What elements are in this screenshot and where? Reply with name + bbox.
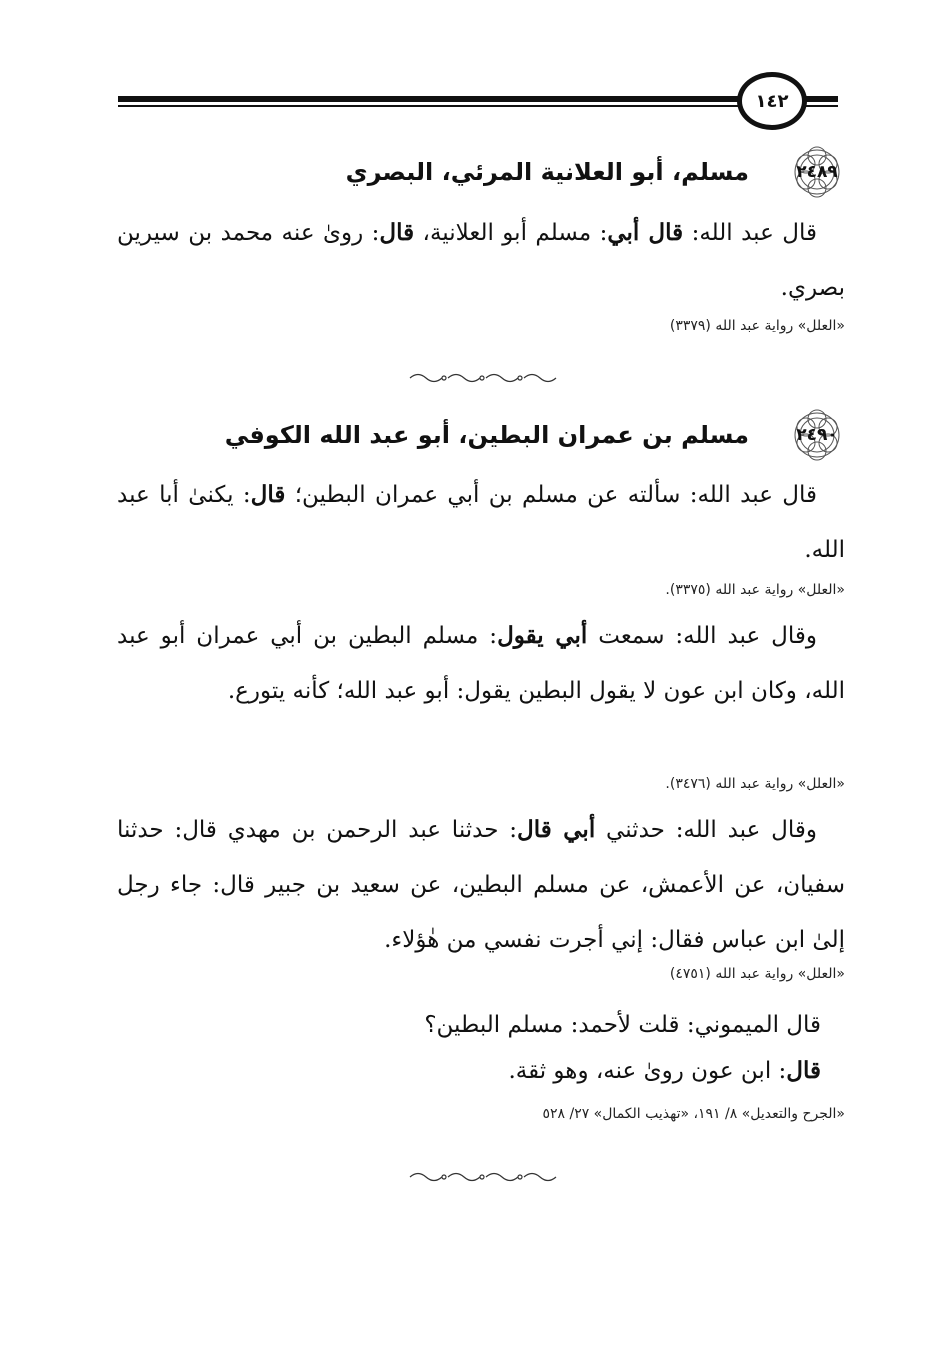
entry-heading-2489 [105, 146, 845, 198]
page-number-text: ١٤٢ [755, 90, 789, 112]
separator-ornament [408, 371, 558, 385]
entry-paragraph: وقال عبد الله: سمعت أبي يقول: مسلم البطين بن أبي عمران أبو عبد الله، وكان ابن عون لا يقول البطين يقول: أبو عبد الله؛ كأنه يتورع. [117, 622, 845, 704]
source-citation: «العلل» رواية عبد الله (٤٧٥١) [669, 966, 845, 982]
entry-title: مسلم بن عمران البطين، أبو عبد الله الكوفي [224, 421, 749, 449]
page-number [737, 72, 807, 130]
source-citation: «الجرح والتعديل» ٨/ ١٩١، «تهذيب الكمال» ٢٧/ ٥٢٨ [542, 1106, 845, 1122]
header-rule [118, 96, 838, 108]
header-rule-thick [118, 96, 838, 102]
text-line: قال الميموني: قلت لأحمد: مسلم البطين؟ [424, 1012, 821, 1038]
entry-number-badge [789, 146, 845, 198]
entry-paragraph: قال عبد الله: سألته عن مسلم بن أبي عمران البطين؛ قال: يكنىٰ أبا عبد الله. [117, 481, 845, 563]
entry-number-badge [789, 409, 845, 461]
entry-number: ٢٤٩٠ [796, 425, 838, 445]
header-rule-thin [118, 105, 838, 107]
entry-title: مسلم، أبو العلانية المرئي، البصري [345, 158, 749, 186]
source-citation: «العلل» رواية عبد الله (٣٣٧٩) [669, 318, 845, 334]
entry-heading-2490 [105, 409, 845, 461]
entry-paragraph: قال عبد الله: قال أبي: مسلم أبو العلانية، قال: روىٰ عنه محمد بن سيرين بصري. [117, 219, 845, 301]
entry-paragraph [221, 1002, 821, 1094]
text-line: قال: ابن عون روىٰ عنه، وهو ثقة. [508, 1057, 821, 1084]
separator-ornament [408, 1170, 558, 1184]
source-citation: «العلل» رواية عبد الله (٣٤٧٦). [665, 776, 845, 792]
entry-paragraph: وقال عبد الله: حدثني أبي قال: حدثنا عبد الرحمن بن مهدي قال: حدثنا سفيان، عن الأعمش، عن مسلم البطين، عن سعيد بن جبير قال: جاء رجل إلىٰ ابن عباس فقال: إني أجرت نفسي من هٰؤلاء. [117, 816, 845, 953]
entry-number: ٢٤٨٩ [796, 162, 838, 182]
source-citation: «العلل» رواية عبد الله (٣٣٧٥). [665, 582, 845, 598]
